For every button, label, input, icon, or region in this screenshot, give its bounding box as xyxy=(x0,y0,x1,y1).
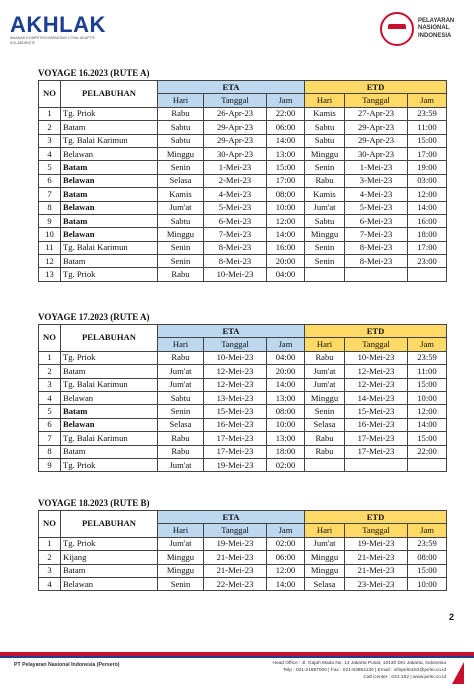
cell-etd-date: 17-Mei-23 xyxy=(345,432,408,445)
cell-etd-date: 30-Apr-23 xyxy=(345,147,408,160)
header-eta-tanggal: Tanggal xyxy=(204,338,267,351)
table-row xyxy=(39,445,447,458)
cell-no: 6 xyxy=(39,174,61,187)
cell-eta-time: 12:00 xyxy=(267,214,305,227)
cell-eta-time: 13:00 xyxy=(267,147,305,160)
cell-eta-time: 15:00 xyxy=(267,161,305,174)
cell-eta-time: 08:00 xyxy=(267,188,305,201)
table-row xyxy=(39,391,447,404)
cell-port: Batam xyxy=(61,405,158,418)
cell-eta-day: Rabu xyxy=(158,107,204,120)
table-row xyxy=(39,147,447,160)
cell-etd-date: 16-Mei-23 xyxy=(345,418,408,431)
header-pelabuhan: PELABUHAN xyxy=(61,325,158,352)
voyage-title: VOYAGE 18.2023 (RUTE B) xyxy=(38,498,150,508)
cell-no: 12 xyxy=(39,255,61,268)
cell-eta-time: 04:00 xyxy=(267,351,305,364)
table-row xyxy=(39,551,447,564)
cell-port: Belawan xyxy=(61,228,158,241)
cell-etd-date: 8-Mei-23 xyxy=(345,255,408,268)
header-etd-jam: Jam xyxy=(408,94,447,107)
voyage-16-section xyxy=(38,68,446,282)
cell-port: Belawan xyxy=(61,201,158,214)
cell-eta-date: 13-Mei-23 xyxy=(204,391,267,404)
cell-etd-day: Sabtu xyxy=(305,121,345,134)
header-no: NO xyxy=(39,81,61,108)
cell-etd-date: 29-Apr-23 xyxy=(345,121,408,134)
header-eta-hari: Hari xyxy=(158,338,204,351)
cell-etd-time: 23:59 xyxy=(408,351,447,364)
cell-eta-day: Rabu xyxy=(158,445,204,458)
cell-eta-time: 14:00 xyxy=(267,577,305,590)
cell-etd-day xyxy=(305,458,345,471)
pelni-seal-icon xyxy=(380,12,414,46)
header-eta-tanggal: Tanggal xyxy=(204,94,267,107)
cell-eta-date: 30-Apr-23 xyxy=(204,147,267,160)
cell-eta-day: Sabtu xyxy=(158,214,204,227)
table-row xyxy=(39,268,447,281)
cell-no: 1 xyxy=(39,351,61,364)
cell-no: 6 xyxy=(39,418,61,431)
table-row xyxy=(39,378,447,391)
cell-eta-day: Rabu xyxy=(158,432,204,445)
cell-etd-time: 10:00 xyxy=(408,577,447,590)
header-etd-hari: Hari xyxy=(305,338,345,351)
cell-eta-day: Minggu xyxy=(158,228,204,241)
cell-etd-time: 18:00 xyxy=(408,228,447,241)
cell-etd-time: 12:00 xyxy=(408,188,447,201)
cell-port: Tg. Balai Karimun xyxy=(61,134,158,147)
header-no: NO xyxy=(39,325,61,352)
cell-etd-date: 12-Mei-23 xyxy=(345,365,408,378)
cell-etd-time xyxy=(408,458,447,471)
footer-corner-icon xyxy=(452,662,464,684)
pelni-logo xyxy=(380,12,454,46)
voyage-title: VOYAGE 17.2023 (RUTE A) xyxy=(38,312,150,322)
cell-etd-day: Rabu xyxy=(305,432,345,445)
cell-port: Kijang xyxy=(61,551,158,564)
cell-etd-date: 29-Apr-23 xyxy=(345,134,408,147)
table-row xyxy=(39,241,447,254)
cell-etd-time: 22:00 xyxy=(408,445,447,458)
header-etd-hari: Hari xyxy=(305,524,345,537)
cell-eta-date: 7-Mei-23 xyxy=(204,228,267,241)
schedule-table xyxy=(38,510,447,591)
footer-call-center: Call Center : 021-162 | www.pelni.co.id xyxy=(363,675,446,680)
table-row xyxy=(39,564,447,577)
cell-etd-time: 08:00 xyxy=(408,551,447,564)
cell-etd-time: 15:00 xyxy=(408,378,447,391)
cell-etd-time: 15:00 xyxy=(408,134,447,147)
cell-port: Batam xyxy=(61,121,158,134)
cell-eta-time: 02:00 xyxy=(267,458,305,471)
voyage-18-section xyxy=(38,498,446,591)
cell-etd-date: 6-Mei-23 xyxy=(345,214,408,227)
cell-eta-time: 14:00 xyxy=(267,228,305,241)
header-etd: ETD xyxy=(305,81,447,94)
cell-etd-date: 17-Mei-23 xyxy=(345,445,408,458)
cell-eta-time: 10:00 xyxy=(267,201,305,214)
cell-eta-date: 8-Mei-23 xyxy=(204,241,267,254)
cell-etd-time: 23:59 xyxy=(408,537,447,550)
cell-eta-date: 16-Mei-23 xyxy=(204,418,267,431)
cell-eta-date: 5-Mei-23 xyxy=(204,201,267,214)
cell-no: 4 xyxy=(39,391,61,404)
cell-etd-date: 14-Mei-23 xyxy=(345,391,408,404)
cell-eta-day: Jum'at xyxy=(158,537,204,550)
cell-port: Batam xyxy=(61,445,158,458)
cell-no: 2 xyxy=(39,365,61,378)
cell-eta-time: 22:00 xyxy=(267,107,305,120)
cell-port: Tg. Balai Karimun xyxy=(61,378,158,391)
cell-etd-date: 19-Mei-23 xyxy=(345,537,408,550)
footer xyxy=(0,652,474,689)
footer-blue-band xyxy=(0,656,474,658)
table-row xyxy=(39,201,447,214)
table-row xyxy=(39,458,447,471)
cell-eta-time: 08:00 xyxy=(267,405,305,418)
cell-etd-date: 8-Mei-23 xyxy=(345,241,408,254)
cell-eta-day: Minggu xyxy=(158,551,204,564)
cell-eta-date: 19-Mei-23 xyxy=(204,458,267,471)
header-pelabuhan: PELABUHAN xyxy=(61,511,158,538)
header-pelabuhan: PELABUHAN xyxy=(61,81,158,108)
cell-eta-time: 02:00 xyxy=(267,537,305,550)
header-etd: ETD xyxy=(305,325,447,338)
cell-port: Belawan xyxy=(61,147,158,160)
akhlak-tagline: AMANAH KOMPETEN HARMONIS LOYAL ADAPTIF KOLABORATIF xyxy=(10,36,96,45)
header-eta-hari: Hari xyxy=(158,524,204,537)
cell-etd-date: 10-Mei-23 xyxy=(345,351,408,364)
table-row xyxy=(39,188,447,201)
cell-port: Batam xyxy=(61,161,158,174)
cell-eta-day: Kamis xyxy=(158,188,204,201)
cell-eta-day: Selasa xyxy=(158,174,204,187)
cell-etd-day: Kamis xyxy=(305,107,345,120)
cell-eta-date: 17-Mei-23 xyxy=(204,432,267,445)
cell-eta-date: 12-Mei-23 xyxy=(204,365,267,378)
cell-no: 7 xyxy=(39,432,61,445)
cell-eta-day: Sabtu xyxy=(158,121,204,134)
cell-eta-time: 04:00 xyxy=(267,268,305,281)
cell-etd-day: Selasa xyxy=(305,577,345,590)
footer-head-office: Head Office : Jl. Gajah Mada No. 14 Jakarta Pusat, 10130 DKI Jakarta, Indonesia xyxy=(272,661,446,666)
cell-etd-date: 15-Mei-23 xyxy=(345,405,408,418)
header-eta-jam: Jam xyxy=(267,338,305,351)
table-row xyxy=(39,214,447,227)
cell-etd-time: 17:00 xyxy=(408,147,447,160)
cell-etd-date xyxy=(345,268,408,281)
cell-etd-time: 23:59 xyxy=(408,107,447,120)
pelni-name: PELAYARAN NASIONAL INDONESIA xyxy=(418,17,455,39)
cell-port: Belawan xyxy=(61,174,158,187)
cell-eta-day: Jum'at xyxy=(158,458,204,471)
cell-eta-date: 15-Mei-23 xyxy=(204,405,267,418)
cell-no: 10 xyxy=(39,228,61,241)
cell-etd-time: 10:00 xyxy=(408,391,447,404)
cell-eta-date: 4-Mei-23 xyxy=(204,188,267,201)
cell-port: Batam xyxy=(61,564,158,577)
cell-eta-date: 17-Mei-23 xyxy=(204,445,267,458)
cell-port: Tg. Priok xyxy=(61,458,158,471)
cell-etd-day xyxy=(305,268,345,281)
cell-etd-time xyxy=(408,268,447,281)
cell-no: 5 xyxy=(39,405,61,418)
cell-eta-date: 22-Mei-23 xyxy=(204,577,267,590)
header-etd-tanggal: Tanggal xyxy=(345,338,408,351)
cell-eta-day: Senin xyxy=(158,577,204,590)
cell-eta-day: Selasa xyxy=(158,418,204,431)
cell-port: Tg. Priok xyxy=(61,537,158,550)
cell-no: 3 xyxy=(39,564,61,577)
cell-etd-day: Minggu xyxy=(305,391,345,404)
cell-eta-date: 19-Mei-23 xyxy=(204,537,267,550)
cell-etd-time: 19:00 xyxy=(408,161,447,174)
cell-etd-day: Rabu xyxy=(305,174,345,187)
cell-eta-date: 10-Mei-23 xyxy=(204,268,267,281)
footer-phone: Telp : 021-21887000 | Fax : 021-63854130 | Email : infopelni162@pelni.co.id xyxy=(283,668,446,673)
cell-etd-date: 21-Mei-23 xyxy=(345,551,408,564)
cell-eta-time: 06:00 xyxy=(267,551,305,564)
cell-eta-day: Rabu xyxy=(158,268,204,281)
cell-eta-time: 13:00 xyxy=(267,432,305,445)
cell-no: 3 xyxy=(39,134,61,147)
cell-eta-day: Sabtu xyxy=(158,134,204,147)
table-row xyxy=(39,351,447,364)
akhlak-logo xyxy=(10,14,106,46)
cell-etd-date: 12-Mei-23 xyxy=(345,378,408,391)
footer-company: PT Pelayaran Nasional Indonesia (Persero) xyxy=(14,662,120,668)
cell-eta-time: 12:00 xyxy=(267,564,305,577)
cell-eta-time: 20:00 xyxy=(267,255,305,268)
cell-etd-date: 7-Mei-23 xyxy=(345,228,408,241)
cell-etd-day: Selasa xyxy=(305,418,345,431)
cell-eta-time: 20:00 xyxy=(267,365,305,378)
header-etd: ETD xyxy=(305,511,447,524)
cell-port: Belawan xyxy=(61,391,158,404)
footer-contact xyxy=(196,660,446,681)
table-row xyxy=(39,121,447,134)
cell-etd-day: Minggu xyxy=(305,551,345,564)
cell-eta-time: 17:00 xyxy=(267,174,305,187)
cell-eta-date: 10-Mei-23 xyxy=(204,351,267,364)
cell-no: 9 xyxy=(39,458,61,471)
cell-etd-time: 14:00 xyxy=(408,418,447,431)
header-eta-jam: Jam xyxy=(267,524,305,537)
header-no: NO xyxy=(39,511,61,538)
voyage-17-section xyxy=(38,312,446,472)
cell-etd-day: Rabu xyxy=(305,351,345,364)
cell-etd-time: 14:00 xyxy=(408,201,447,214)
header-eta-tanggal: Tanggal xyxy=(204,524,267,537)
cell-no: 2 xyxy=(39,551,61,564)
cell-no: 3 xyxy=(39,378,61,391)
table-row xyxy=(39,577,447,590)
akhlak-brand: AKHLAK xyxy=(10,12,106,37)
header-eta: ETA xyxy=(158,325,305,338)
cell-port: Tg. Balai Karimun xyxy=(61,241,158,254)
table-row xyxy=(39,228,447,241)
cell-eta-time: 06:00 xyxy=(267,121,305,134)
table-row xyxy=(39,161,447,174)
cell-etd-day: Kamis xyxy=(305,188,345,201)
cell-etd-date: 21-Mei-23 xyxy=(345,564,408,577)
cell-eta-date: 26-Apr-23 xyxy=(204,107,267,120)
cell-eta-day: Senin xyxy=(158,405,204,418)
cell-etd-time: 17:00 xyxy=(408,241,447,254)
header-eta: ETA xyxy=(158,511,305,524)
cell-eta-day: Jum'at xyxy=(158,365,204,378)
cell-etd-day: Senin xyxy=(305,255,345,268)
cell-no: 1 xyxy=(39,537,61,550)
cell-port: Tg. Priok xyxy=(61,107,158,120)
cell-etd-time: 11:00 xyxy=(408,365,447,378)
cell-etd-day: Minggu xyxy=(305,147,345,160)
table-row xyxy=(39,418,447,431)
cell-etd-date: 5-Mei-23 xyxy=(345,201,408,214)
cell-eta-time: 16:00 xyxy=(267,241,305,254)
header-etd-jam: Jam xyxy=(408,524,447,537)
cell-eta-time: 14:00 xyxy=(267,378,305,391)
cell-port: Tg. Priok xyxy=(61,351,158,364)
cell-eta-date: 8-Mei-23 xyxy=(204,255,267,268)
cell-no: 2 xyxy=(39,121,61,134)
cell-no: 4 xyxy=(39,147,61,160)
cell-no: 11 xyxy=(39,241,61,254)
cell-etd-date: 4-Mei-23 xyxy=(345,188,408,201)
header-eta-hari: Hari xyxy=(158,94,204,107)
cell-etd-time: 16:00 xyxy=(408,214,447,227)
cell-eta-day: Sabtu xyxy=(158,391,204,404)
cell-etd-day: Jum'at xyxy=(305,201,345,214)
cell-no: 5 xyxy=(39,161,61,174)
cell-eta-day: Senin xyxy=(158,241,204,254)
cell-etd-date xyxy=(345,458,408,471)
cell-etd-day: Senin xyxy=(305,161,345,174)
cell-etd-date: 3-Mei-23 xyxy=(345,174,408,187)
cell-port: Batam xyxy=(61,255,158,268)
cell-no: 4 xyxy=(39,577,61,590)
cell-port: Tg. Priok xyxy=(61,268,158,281)
cell-eta-date: 1-Mei-23 xyxy=(204,161,267,174)
header-etd-tanggal: Tanggal xyxy=(345,94,408,107)
voyage-title: VOYAGE 16.2023 (RUTE A) xyxy=(38,68,150,78)
cell-port: Belawan xyxy=(61,577,158,590)
cell-eta-day: Jum'at xyxy=(158,201,204,214)
table-row xyxy=(39,432,447,445)
cell-etd-time: 15:00 xyxy=(408,432,447,445)
cell-eta-time: 14:00 xyxy=(267,134,305,147)
cell-etd-date: 1-Mei-23 xyxy=(345,161,408,174)
cell-no: 1 xyxy=(39,107,61,120)
header-etd-tanggal: Tanggal xyxy=(345,524,408,537)
table-row xyxy=(39,134,447,147)
cell-no: 9 xyxy=(39,214,61,227)
cell-etd-day: Jum'at xyxy=(305,378,345,391)
table-row xyxy=(39,405,447,418)
cell-eta-date: 21-Mei-23 xyxy=(204,551,267,564)
header-eta-jam: Jam xyxy=(267,94,305,107)
cell-port: Tg. Balai Karimun xyxy=(61,432,158,445)
cell-etd-day: Minggu xyxy=(305,564,345,577)
cell-eta-day: Rabu xyxy=(158,351,204,364)
cell-eta-time: 13:00 xyxy=(267,391,305,404)
cell-etd-day: Sabtu xyxy=(305,214,345,227)
schedule-table xyxy=(38,324,447,472)
cell-etd-time: 12:00 xyxy=(408,405,447,418)
cell-eta-day: Minggu xyxy=(158,564,204,577)
cell-etd-time: 15:00 xyxy=(408,564,447,577)
header-etd-jam: Jam xyxy=(408,338,447,351)
cell-etd-time: 03:00 xyxy=(408,174,447,187)
cell-eta-time: 18:00 xyxy=(267,445,305,458)
cell-eta-date: 29-Apr-23 xyxy=(204,134,267,147)
table-row xyxy=(39,365,447,378)
cell-etd-day: Jum'at xyxy=(305,537,345,550)
cell-etd-day: Minggu xyxy=(305,228,345,241)
cell-eta-day: Senin xyxy=(158,161,204,174)
cell-etd-date: 23-Mei-23 xyxy=(345,577,408,590)
cell-port: Belawan xyxy=(61,418,158,431)
cell-etd-day: Senin xyxy=(305,241,345,254)
cell-port: Batam xyxy=(61,365,158,378)
cell-etd-time: 11:00 xyxy=(408,121,447,134)
cell-eta-date: 12-Mei-23 xyxy=(204,378,267,391)
table-row xyxy=(39,255,447,268)
page-number: 2 xyxy=(449,612,455,622)
cell-port: Batam xyxy=(61,188,158,201)
cell-no: 8 xyxy=(39,445,61,458)
cell-no: 7 xyxy=(39,188,61,201)
cell-etd-day: Sabtu xyxy=(305,134,345,147)
cell-etd-day: Jum'at xyxy=(305,365,345,378)
table-row xyxy=(39,174,447,187)
table-row xyxy=(39,537,447,550)
cell-eta-date: 29-Apr-23 xyxy=(204,121,267,134)
header-eta: ETA xyxy=(158,81,305,94)
cell-etd-date: 27-Apr-23 xyxy=(345,107,408,120)
cell-no: 8 xyxy=(39,201,61,214)
cell-etd-day: Rabu xyxy=(305,445,345,458)
cell-eta-date: 2-Mei-23 xyxy=(204,174,267,187)
cell-eta-date: 21-Mei-23 xyxy=(204,564,267,577)
cell-eta-day: Minggu xyxy=(158,147,204,160)
cell-no: 13 xyxy=(39,268,61,281)
cell-eta-day: Jum'at xyxy=(158,378,204,391)
cell-eta-date: 6-Mei-23 xyxy=(204,214,267,227)
cell-etd-day: Senin xyxy=(305,405,345,418)
cell-etd-time: 23:00 xyxy=(408,255,447,268)
header-etd-hari: Hari xyxy=(305,94,345,107)
table-row xyxy=(39,107,447,120)
cell-eta-time: 10:00 xyxy=(267,418,305,431)
schedule-table xyxy=(38,80,447,282)
cell-eta-day: Senin xyxy=(158,255,204,268)
cell-port: Batam xyxy=(61,214,158,227)
